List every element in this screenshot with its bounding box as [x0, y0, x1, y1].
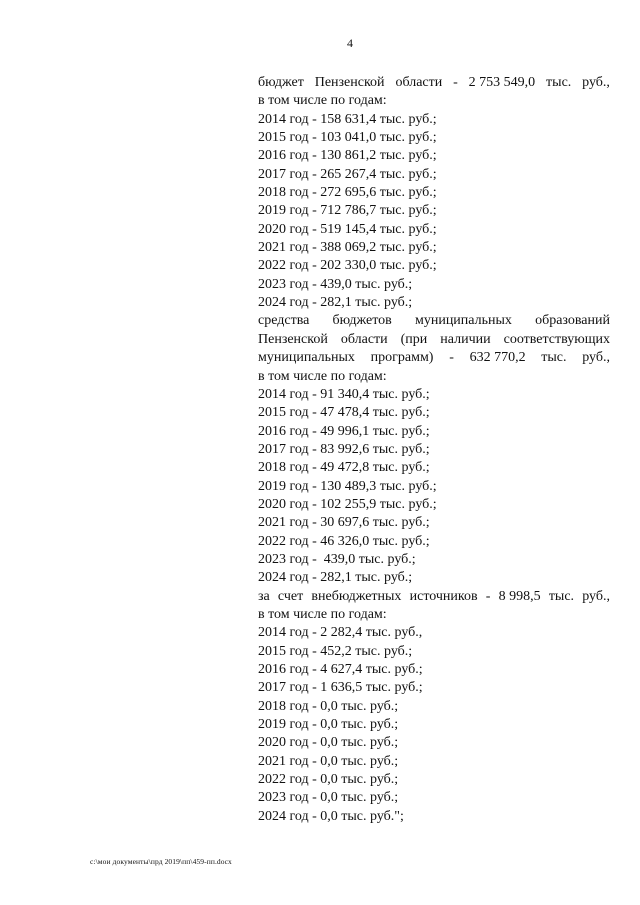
year-line: 2018 год - 272 695,6 тыс. руб.;: [258, 185, 437, 201]
year-line: 2024 год - 0,0 тыс. руб.";: [258, 808, 404, 824]
word: внебюджетных: [311, 588, 402, 604]
word: бюджетов: [332, 313, 392, 329]
word: бюджет: [258, 75, 304, 90]
word: руб.,: [582, 588, 610, 604]
year-line: 2015 год - 103 041,0 тыс. руб.;: [258, 130, 437, 146]
year-line: 2022 год - 202 330,0 тыс. руб.;: [258, 258, 437, 274]
word: образований: [535, 313, 610, 329]
year-line: 2018 год - 49 472,8 тыс. руб.;: [258, 460, 430, 476]
word: средства: [258, 313, 310, 329]
word: программ): [370, 350, 434, 366]
word: области: [395, 75, 443, 90]
document-body: [258, 74, 610, 826]
year-line: 2021 год - 30 697,6 тыс. руб.;: [258, 515, 430, 531]
word: тыс.: [546, 75, 572, 90]
word: наличии: [440, 331, 491, 347]
amount: 632 770,2: [469, 350, 526, 366]
year-line: 2019 год - 130 489,3 тыс. руб.;: [258, 478, 437, 494]
word: руб.,: [582, 75, 610, 90]
year-line: 2016 год - 4 627,4 тыс. руб.;: [258, 662, 423, 677]
budget-region-subheading: в том числе по годам:: [258, 93, 387, 109]
year-line: 2022 год - 0,0 тыс. руб.;: [258, 772, 399, 788]
extrabudgetary-subheading: в том числе по годам:: [258, 606, 387, 622]
word: тыс.: [541, 350, 567, 366]
budget-municipal-heading-line3: [258, 349, 610, 367]
year-line: 2020 год - 0,0 тыс. руб.;: [258, 735, 399, 751]
year-line: 2017 год - 83 992,6 тыс. руб.;: [258, 441, 430, 457]
word: -: [453, 75, 458, 90]
word: -: [449, 350, 454, 366]
page-number: 4: [347, 36, 353, 50]
year-line: 2019 год - 0,0 тыс. руб.;: [258, 717, 399, 733]
word: тыс.: [548, 588, 575, 604]
year-line: 2022 год - 46 326,0 тыс. руб.;: [258, 533, 430, 549]
word: области: [340, 331, 388, 347]
word: источников: [409, 588, 478, 604]
year-line: 2018 год - 0,0 тыс. руб.;: [258, 698, 399, 714]
year-line: 2019 год - 712 786,7 тыс. руб.;: [258, 203, 437, 219]
footer-file-path: c:\мои документы\прд 2019\пп\459-пп.docx: [90, 857, 232, 866]
year-line: 2016 год - 130 861,2 тыс. руб.;: [258, 148, 437, 164]
amount: 2 753 549,0: [468, 75, 536, 90]
year-line: 2020 год - 102 255,9 тыс. руб.;: [258, 496, 437, 512]
year-line: 2023 год - 439,0 тыс. руб.;: [258, 276, 413, 292]
budget-municipal-heading-line2: [258, 331, 610, 349]
year-line: 2014 год - 158 631,4 тыс. руб.;: [258, 111, 437, 127]
budget-municipal-heading-line1: [258, 312, 610, 330]
extrabudgetary-heading: [258, 588, 610, 606]
year-line: 2016 год - 49 996,1 тыс. руб.;: [258, 423, 430, 439]
year-line: 2020 год - 519 145,4 тыс. руб.;: [258, 221, 437, 237]
year-line: 2015 год - 452,2 тыс. руб.;: [258, 643, 413, 659]
word: муниципальных: [414, 313, 512, 329]
year-line: 2017 год - 1 636,5 тыс. руб.;: [258, 680, 423, 696]
budget-region-heading: [258, 74, 610, 92]
year-line: 2024 год - 282,1 тыс. руб.;: [258, 295, 413, 311]
year-line: 2014 год - 91 340,4 тыс. руб.;: [258, 386, 430, 402]
word: Пензенской: [258, 331, 328, 347]
year-line: 2021 год - 388 069,2 тыс. руб.;: [258, 240, 437, 256]
word: руб.,: [582, 350, 610, 366]
word: муниципальных: [258, 350, 355, 366]
year-line: 2014 год - 2 282,4 тыс. руб.,: [258, 625, 423, 641]
year-line: 2017 год - 265 267,4 тыс. руб.;: [258, 166, 437, 182]
amount: 8 998,5: [498, 588, 541, 604]
year-line: 2015 год - 47 478,4 тыс. руб.;: [258, 405, 430, 421]
budget-municipal-subheading: в том числе по годам:: [258, 368, 387, 384]
year-line: 2023 год - 0,0 тыс. руб.;: [258, 790, 399, 806]
year-line: 2023 год - 439,0 тыс. руб.;: [258, 551, 416, 567]
word: -: [485, 588, 491, 604]
word: счет: [277, 588, 304, 604]
word: за: [258, 588, 270, 604]
word: соответствующих: [503, 331, 610, 347]
year-line: 2021 год - 0,0 тыс. руб.;: [258, 753, 399, 769]
year-line: 2024 год - 282,1 тыс. руб.;: [258, 570, 413, 586]
word: (при: [400, 331, 428, 347]
word: Пензенской: [314, 75, 385, 90]
